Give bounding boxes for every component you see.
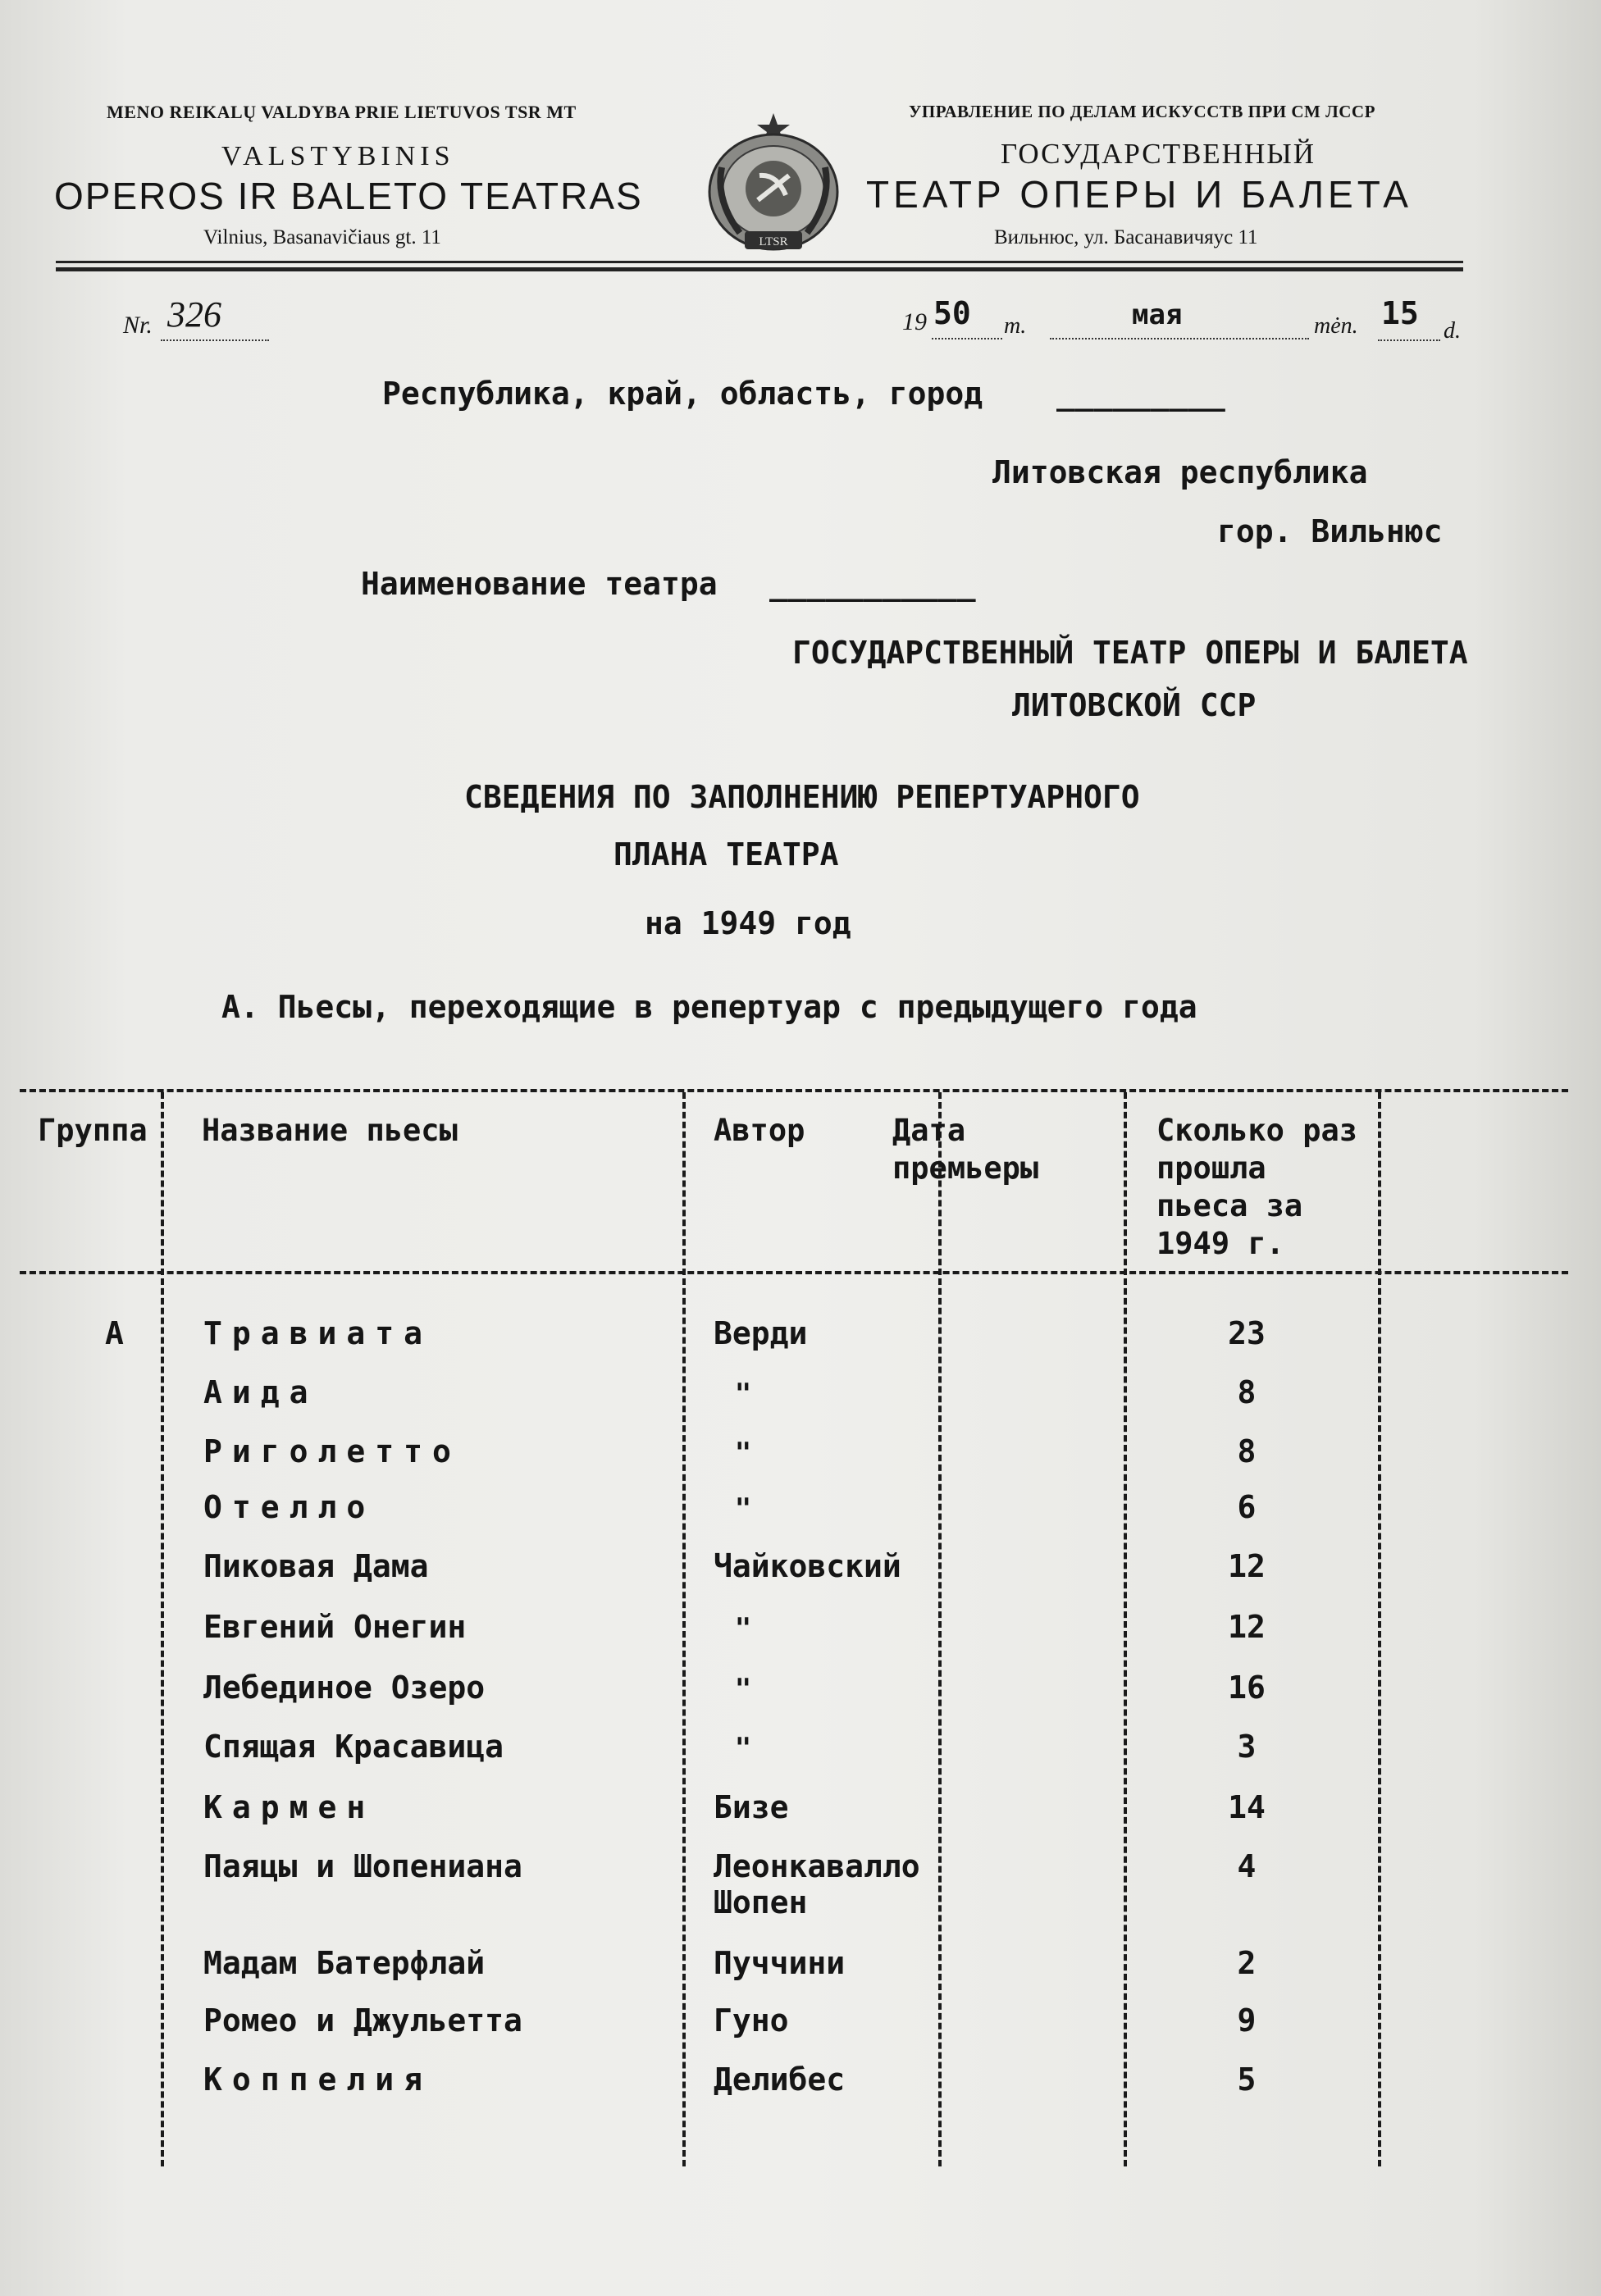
table-row — [0, 1548, 1601, 1607]
lt-address: Vilnius, Basanavičiaus gt. 11 — [203, 226, 441, 248]
row-count: 3 — [1237, 1729, 1257, 1765]
header-title: Название пьесы — [202, 1113, 458, 1148]
year-prefix: 19 — [902, 308, 927, 335]
heading-line-3: на 1949 год — [645, 905, 851, 941]
row-author — [714, 1548, 901, 1584]
row-author — [714, 1374, 773, 1412]
day-value: 15 — [1381, 295, 1419, 331]
row-author — [714, 1945, 845, 1981]
heading-line-1: СВЕДЕНИЯ ПО ЗАПОЛНЕНИЮ РЕПЕРТУАРНОГО — [464, 779, 1140, 815]
section-title: А. Пьесы, переходящие в репертуар с предыдущего года — [221, 989, 1197, 1025]
row-count: 8 — [1237, 1433, 1257, 1469]
region-label: Республика, край, область, город — [382, 376, 983, 412]
lt-ministry-line: MENO REIKALŲ VALDYBA PRIE LIETUVOS TSR MT — [107, 102, 577, 122]
row-author — [714, 1670, 773, 1707]
row-title: Кармен — [203, 1789, 376, 1825]
row-count: 16 — [1228, 1670, 1266, 1706]
table-row — [0, 1789, 1601, 1848]
row-author-line: Бизе — [714, 1789, 789, 1825]
row-author-line-2: Шопен — [714, 1884, 808, 1920]
row-title: Спящая Красавица — [203, 1729, 504, 1765]
row-title: Отелло — [203, 1489, 376, 1525]
emblem-label: LTSR — [759, 235, 788, 248]
table-row — [0, 1374, 1601, 1433]
row-title: Травиата — [203, 1315, 433, 1351]
row-author-line: " — [734, 1673, 752, 1706]
row-title: Аида — [203, 1374, 318, 1410]
year-value: 50 — [933, 295, 971, 331]
row-count: 23 — [1228, 1315, 1266, 1351]
nr-label: Nr. — [123, 312, 153, 339]
row-count: 2 — [1237, 1945, 1257, 1981]
row-title: Коппелия — [203, 2061, 433, 2098]
row-author-line: " — [734, 1378, 752, 1410]
theatre-value-1: ГОСУДАРСТВЕННЫЙ ТЕАТР ОПЕРЫ И БАЛЕТА — [792, 635, 1468, 671]
letterhead-rule-bottom — [56, 267, 1463, 271]
row-count: 14 — [1228, 1789, 1266, 1825]
month-dotline — [1050, 338, 1309, 339]
row-title: Пиковая Дама — [203, 1548, 429, 1584]
month-value: мая — [1132, 298, 1183, 331]
row-title: Паяцы и Шопениана — [203, 1848, 522, 1884]
row-author-line: Гуно — [714, 2002, 789, 2039]
theatre-value-2: ЛИТОВСКОЙ ССР — [1012, 687, 1257, 723]
row-author — [714, 2061, 845, 2098]
table-row — [0, 1848, 1601, 1920]
row-count: 6 — [1237, 1489, 1257, 1525]
ru-ministry-line: УПРАВЛЕНИЕ ПО ДЕЛАМ ИСКУССТВ ПРИ СМ ЛССР — [909, 102, 1375, 121]
row-author-line: " — [734, 1437, 752, 1469]
ru-address: Вильнюс, ул. Басанавичяус 11 — [994, 226, 1258, 248]
state-emblem-icon — [699, 110, 848, 257]
row-author-line: Чайковский — [714, 1548, 901, 1584]
row-title: Риголетто — [203, 1433, 461, 1469]
row-author — [714, 1315, 807, 1351]
year-m-label: m. — [1004, 313, 1027, 339]
header-count: Сколько раз прошла пьеса за 1949 г. — [1156, 1113, 1358, 1261]
table-row — [0, 2061, 1601, 2121]
table-row — [0, 1670, 1601, 1729]
row-author-line: " — [734, 1612, 752, 1645]
theatre-label: Наименование театра — [361, 566, 718, 602]
nr-dotline — [161, 339, 269, 341]
table-row — [0, 1729, 1601, 1788]
table-row — [0, 1315, 1601, 1374]
lt-theatre-line-2: OPEROS IR BALETO TEATRAS — [54, 175, 643, 217]
row-title: Ромео и Джульетта — [203, 2002, 522, 2039]
row-author — [714, 1489, 773, 1527]
region-blank: _________ — [1056, 376, 1225, 412]
theatre-blank: ___________ — [769, 566, 976, 602]
month-label: mėn. — [1314, 313, 1358, 339]
ru-theatre-line-2: ТЕАТР ОПЕРЫ И БАЛЕТА — [866, 173, 1412, 216]
row-title: Евгений Онегин — [203, 1609, 467, 1645]
table-row — [0, 2002, 1601, 2061]
row-author-line: Пуччини — [714, 1945, 846, 1981]
lt-theatre-line-1: VALSTYBINIS — [221, 141, 455, 171]
row-count: 8 — [1237, 1374, 1257, 1410]
table-row — [0, 1433, 1601, 1492]
row-count: 12 — [1228, 1548, 1266, 1584]
year-dotline — [932, 338, 1002, 339]
row-title: Лебединое Озеро — [203, 1670, 486, 1706]
header-group: Группа — [38, 1113, 148, 1148]
heading-line-2: ПЛАНА ТЕАТРА — [613, 836, 839, 872]
nr-value: 326 — [167, 294, 221, 335]
row-author-line: Леонкавалло — [714, 1848, 920, 1884]
table-row — [0, 1609, 1601, 1668]
row-count: 4 — [1237, 1848, 1257, 1884]
region-value-2: гор. Вильнюс — [1217, 513, 1443, 549]
row-author-line: " — [734, 1492, 752, 1525]
row-author-line: Делибес — [714, 2061, 846, 2098]
table-row — [0, 1945, 1601, 2004]
row-author-line: " — [734, 1732, 752, 1765]
ru-theatre-line-1: ГОСУДАРСТВЕННЫЙ — [1001, 138, 1316, 170]
row-author — [714, 1789, 789, 1825]
row-author — [714, 1729, 773, 1766]
row-author — [714, 1848, 920, 1920]
row-count: 5 — [1237, 2061, 1257, 2098]
row-count: 9 — [1237, 2002, 1257, 2039]
row-count: 12 — [1228, 1609, 1266, 1645]
table-rule-top — [20, 1089, 1568, 1092]
header-premiere: Дата премьеры — [892, 1113, 1039, 1186]
letterhead-rule-top — [56, 261, 1463, 263]
row-author — [714, 2002, 789, 2039]
row-author — [714, 1609, 773, 1647]
day-label: d. — [1444, 318, 1461, 344]
table-rule-header — [20, 1271, 1568, 1274]
row-group: А — [105, 1315, 124, 1351]
row-author-line: Верди — [714, 1315, 808, 1351]
day-dotline — [1378, 339, 1440, 341]
row-author — [714, 1433, 773, 1471]
table-row — [0, 1489, 1601, 1548]
header-author: Автор — [714, 1113, 805, 1148]
region-value-1: Литовская республика — [992, 454, 1368, 490]
row-title: Мадам Батерфлай — [203, 1945, 486, 1981]
